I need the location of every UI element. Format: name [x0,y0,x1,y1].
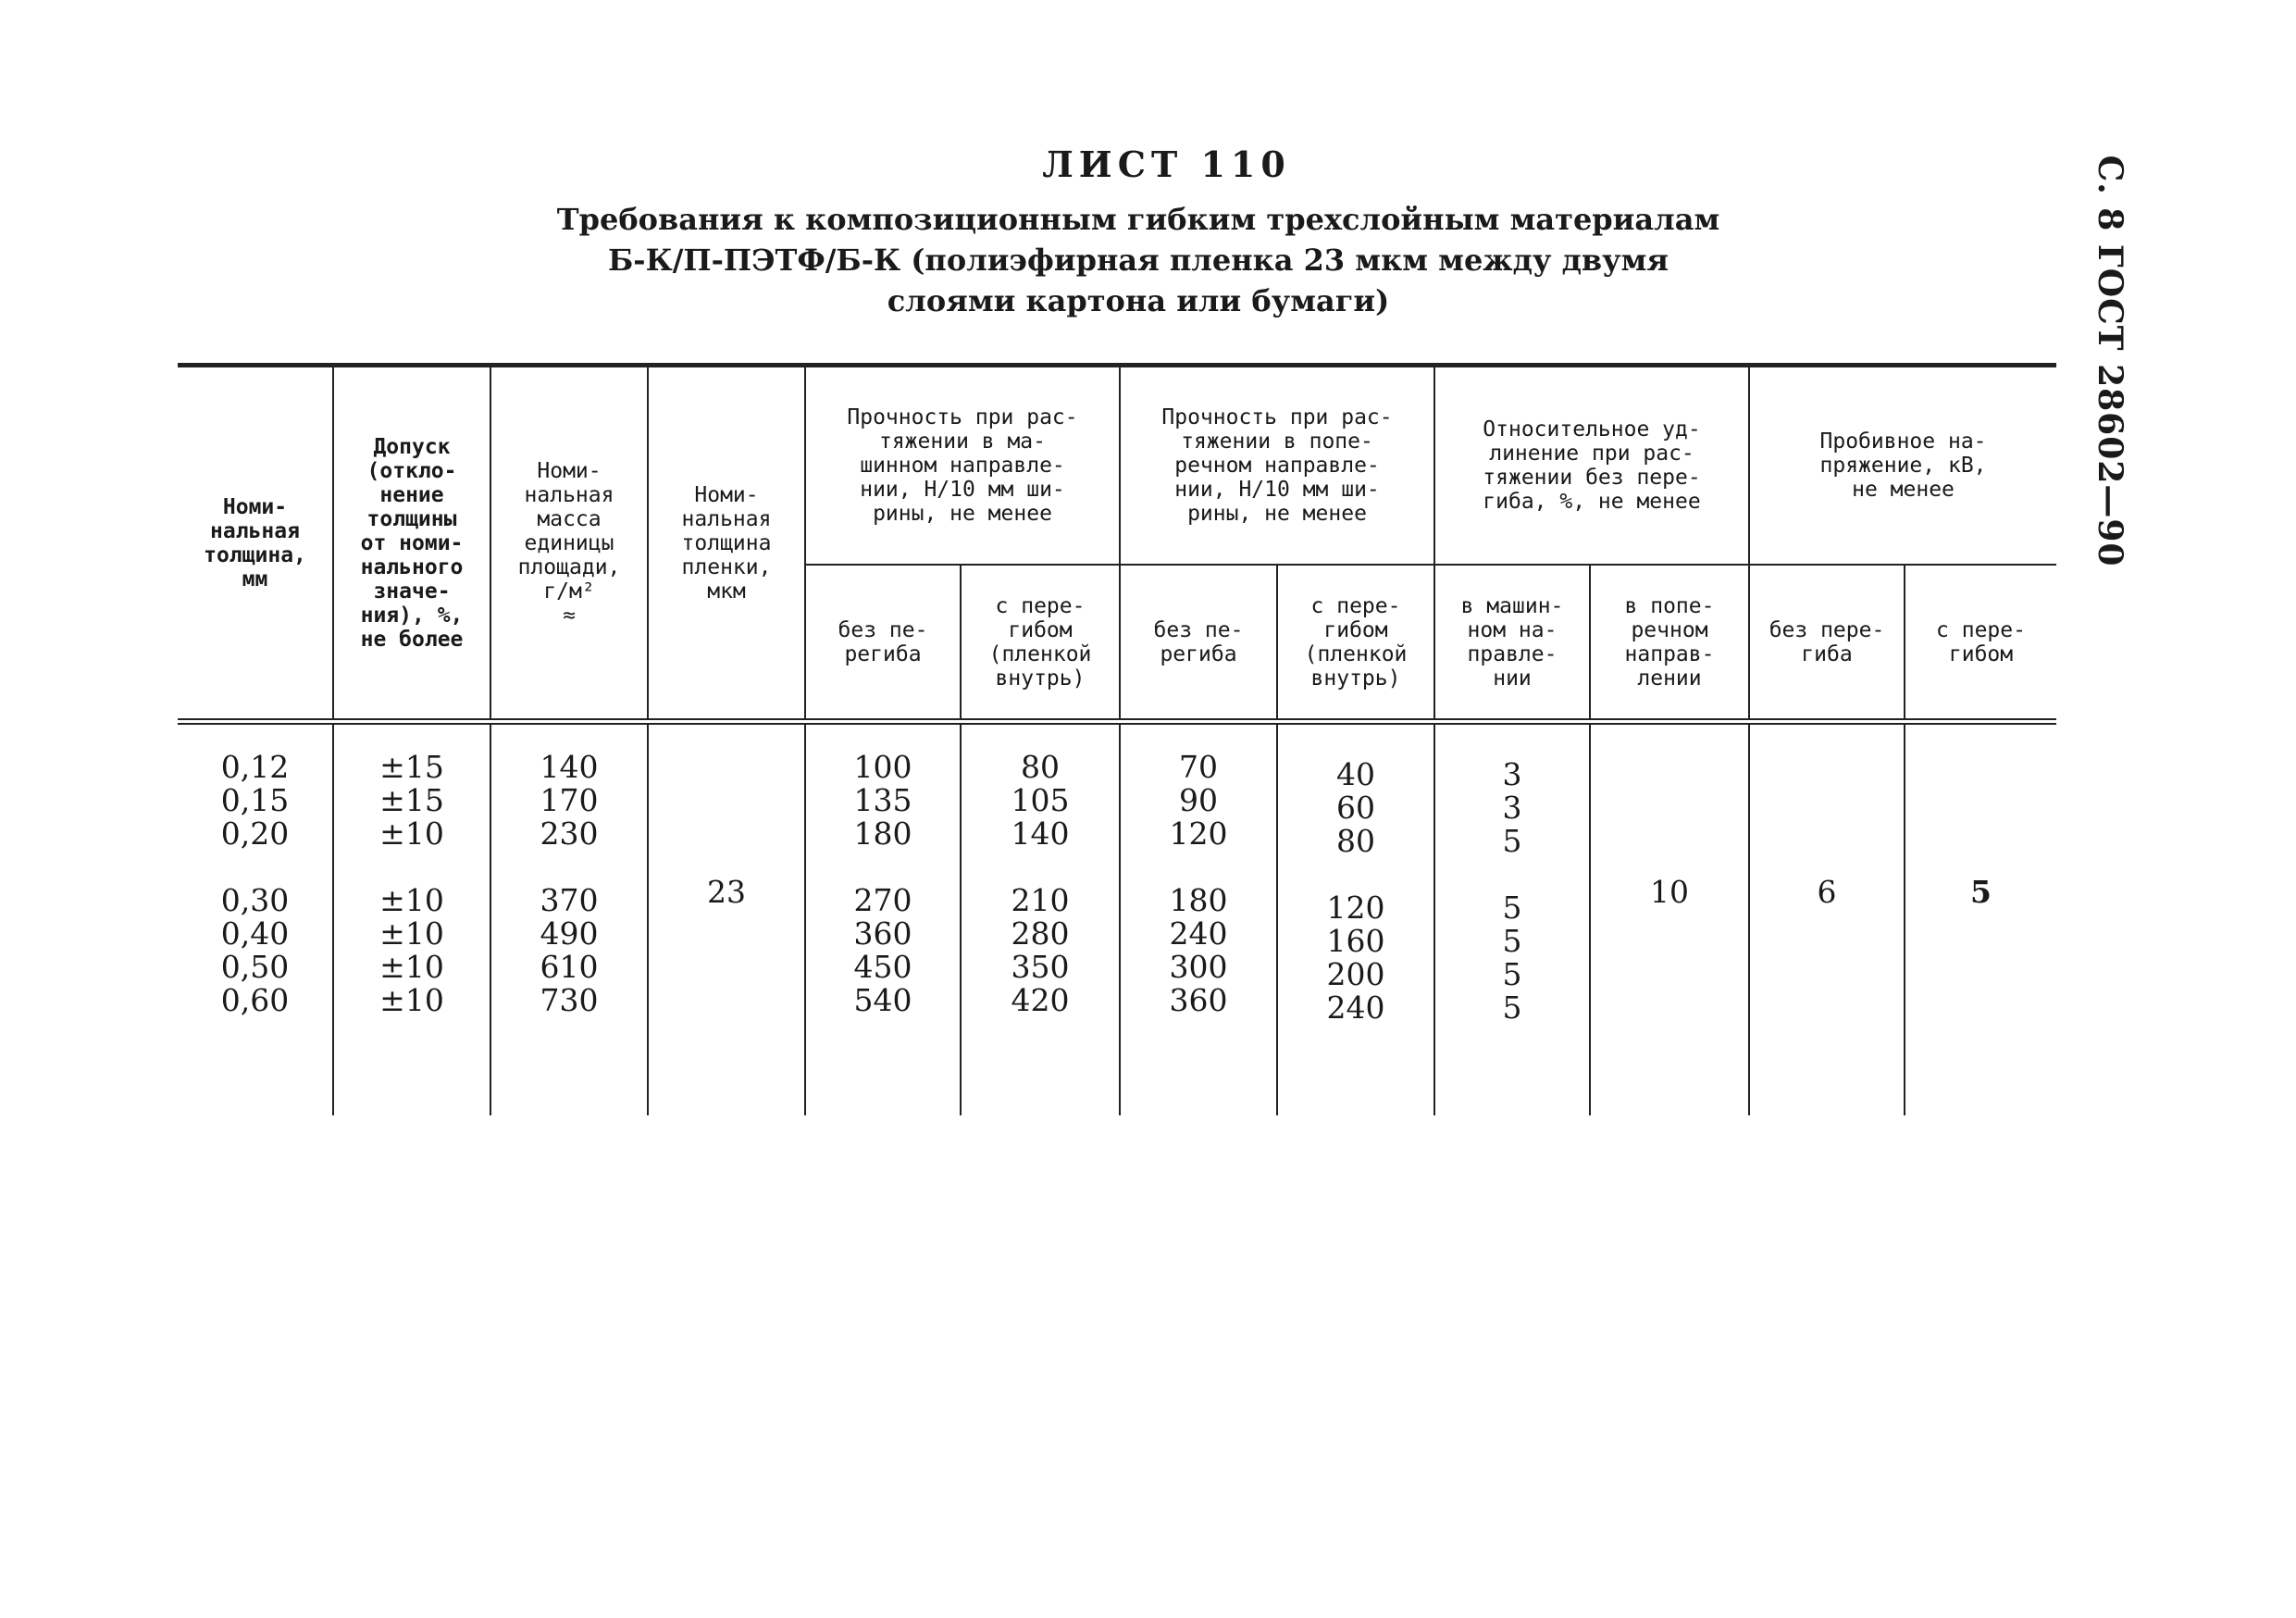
cell-value: 105 [1011,782,1070,818]
cell-value: ±10 [379,882,444,918]
header-tolerance [333,366,490,722]
subheader-elongation-machine [1434,565,1590,722]
cell-value: 140 [540,749,599,785]
cell-value: 300 [1169,949,1228,985]
cell-value: ±10 [379,915,444,952]
header-line: толщина, [204,542,306,567]
header-line: Прочность при рас- [847,405,1078,429]
caption-line: слоями картона или бумаги) [887,283,1390,318]
cell-value: 490 [540,915,599,952]
cell-value: ±10 [379,949,444,985]
cell-value: 360 [1169,982,1228,1018]
header-line: мкм [707,579,746,604]
cell-value: 0,30 [220,882,290,918]
group-gap [1278,858,1433,891]
header-line: нии, Н/10 мм ши- [860,478,1065,502]
col-mass [490,722,648,1116]
cell-value: 3 [1502,790,1522,826]
header-line: нии, Н/10 мм ши- [1174,478,1380,502]
header-line: без пере- [1769,617,1885,642]
col-film-thickness: 23 [648,722,805,1116]
col-strength-machine-bend [961,722,1120,1116]
header-line: не более [360,627,464,652]
cell-value: 0,60 [220,982,290,1018]
subheader-elongation-cross [1590,565,1749,722]
header-line: направ- [1624,641,1715,666]
header-line: нального [360,554,464,579]
header-line: с пере- [1936,617,2026,642]
header-line: масса [537,506,602,531]
header-line: речном направле- [1174,454,1380,478]
cell-value: 610 [540,949,599,985]
subheader-cross-bend [1277,565,1434,722]
header-line: речном [1631,617,1708,642]
header-mass [490,366,648,722]
header-line: не менее [1852,478,1955,502]
cell-value: 240 [1326,989,1385,1026]
header-line: внутрь) [1310,666,1401,691]
cell-value: 120 [1169,815,1228,852]
col-breakdown-no-bend: 6 [1749,722,1905,1116]
header-strength-machine [805,366,1120,566]
cell-value: 170 [540,782,599,818]
cell-value: 90 [1179,782,1218,818]
header-line: значе- [373,579,451,604]
group-gap [491,851,647,884]
cell-value: 350 [1011,949,1070,985]
header-line: без пе- [1153,617,1244,642]
header-line: нальная [210,518,300,543]
header-line: рины, не менее [873,502,1052,526]
cell-value: 5 [1502,956,1522,992]
header-line: ном на- [1467,617,1558,642]
col-strength-machine-no-bend [805,722,961,1116]
header-line: пленки, [681,554,772,579]
cell-value: 5 [1502,890,1522,926]
cell-value: 0,12 [220,749,290,785]
header-line: с пере- [995,593,1086,618]
subheader-breakdown-no-bend [1749,565,1905,722]
cell-value: 100 [853,749,912,785]
cell-value: 80 [1021,749,1060,785]
header-line: Номи- [222,494,288,519]
cell-value: 5 [1502,823,1522,859]
header-line: региба [1160,641,1237,666]
col-elongation-cross: 10 [1590,722,1749,1116]
header-line: в машин- [1460,593,1564,618]
header-line: внутрь) [995,666,1086,691]
cell-value: 420 [1011,982,1070,1018]
group-gap [1435,858,1589,891]
header-line: гиба [1801,641,1853,666]
cell-value: ±10 [379,815,444,852]
cell-value: 240 [1169,915,1228,952]
cell-value: 80 [1336,823,1375,859]
cell-value: 370 [540,882,599,918]
col-tolerance [333,722,490,1116]
header-line: без пе- [838,617,928,642]
cell-value: 730 [540,982,599,1018]
caption-line: Б-К/П-ПЭТФ/Б-К (полиэфирная пленка 23 мкм между двумя [607,243,1669,278]
header-line: мм [242,566,268,591]
cell-value: 450 [853,949,912,985]
cell-value: 180 [853,815,912,852]
header-line: единицы [524,530,614,555]
header-line: ния), %, [360,603,464,628]
subheader-machine-no-bend [805,565,961,722]
cell-value: 60 [1336,790,1375,826]
header-line: нии [1493,666,1532,691]
cell-value: 280 [1011,915,1070,952]
header-line: тяжении в ма- [878,429,1046,454]
col-elongation-machine [1434,722,1590,1116]
col-breakdown-bend: 5 [1905,722,2056,1116]
header-line: площади, [517,554,621,579]
group-gap [334,851,490,884]
header-line: лении [1637,666,1702,691]
header-line: шинном направле- [860,454,1065,478]
cell-value: 5 [1502,923,1522,959]
header-line: Относительное уд- [1483,417,1701,442]
header-line: Допуск [373,434,451,459]
header-line: региба [844,641,922,666]
cell-value: ±15 [379,749,444,785]
cell-value: 3 [1502,756,1522,792]
header-line: пряжение, кВ, [1819,454,1987,478]
header-line: Номи- [537,458,602,483]
group-gap [962,851,1119,884]
cell-value: 540 [853,982,912,1018]
cell-value: 140 [1011,815,1070,852]
cell-value: 230 [540,815,599,852]
page-side-label [2064,155,2156,567]
cell-value: 0,15 [220,782,290,818]
header-thickness [178,366,333,722]
cell-value: 0,50 [220,949,290,985]
header-line: гибом [1323,617,1388,642]
header-line: г/м² [543,579,595,604]
cell-value: 160 [1326,923,1385,959]
cell-value: ±15 [379,782,444,818]
header-line: Прочность при рас- [1161,405,1393,429]
cell-value: 200 [1326,956,1385,992]
cell-value: 5 [1502,989,1522,1026]
header-line: рины, не менее [1187,502,1367,526]
table-caption [537,199,1740,321]
header-line: тяжении без пере- [1483,466,1701,490]
cell-value: 210 [1011,882,1070,918]
cell-value: 0,40 [220,915,290,952]
cell-value: 180 [1169,882,1228,918]
header-line: нение [379,482,444,507]
header-line: нальная [681,506,772,531]
header-line: (пленкой [988,641,1092,666]
cell-value: 0,20 [220,815,290,852]
header-line: Пробивное на- [1819,429,1987,454]
header-line: правле- [1467,641,1558,666]
header-line: гибом [1008,617,1073,642]
header-line: толщины [366,506,457,531]
header-line: Номи- [694,482,759,507]
header-strength-cross [1120,366,1434,566]
header-line: нальная [524,482,614,507]
header-line: линение при рас- [1489,442,1694,466]
header-breakdown-voltage [1749,366,2056,566]
col-strength-cross-bend [1277,722,1434,1116]
col-strength-cross-no-bend [1120,722,1277,1116]
subheader-cross-no-bend [1120,565,1277,722]
header-line: от номи- [360,530,464,555]
header-line: тяжении в попе- [1181,429,1373,454]
cell-value: 360 [853,915,912,952]
table-data-row [178,722,2056,1116]
header-elongation [1434,366,1749,566]
cell-value: 70 [1179,749,1218,785]
group-gap [1121,851,1276,884]
header-line: (пленкой [1304,641,1408,666]
header-line: гибом [1948,641,2014,666]
side-label-text: С. 8 ГОСТ 28602—90 [2091,155,2129,567]
group-gap [178,851,332,884]
cell-value: 270 [853,882,912,918]
header-line: гиба, %, не менее [1483,490,1701,514]
subheader-machine-bend [961,565,1120,722]
requirements-table [178,363,2056,1115]
cell-value: ±10 [379,982,444,1018]
cell-value: 135 [853,782,912,818]
header-line: (откло- [366,458,457,483]
caption-line: Требования к композиционным гибким трехслойным материалам [556,202,1720,237]
header-line: толщина [681,530,772,555]
header-line: ≈ [563,603,576,628]
header-line: в попе- [1624,593,1715,618]
cell-value: 120 [1326,890,1385,926]
col-thickness [178,722,333,1116]
sheet-title: ЛИСТ 110 [1042,143,1291,185]
subheader-breakdown-bend [1905,565,2056,722]
cell-value: 40 [1336,756,1375,792]
header-film-thickness [648,366,805,722]
header-line: с пере- [1310,593,1401,618]
group-gap [806,851,960,884]
